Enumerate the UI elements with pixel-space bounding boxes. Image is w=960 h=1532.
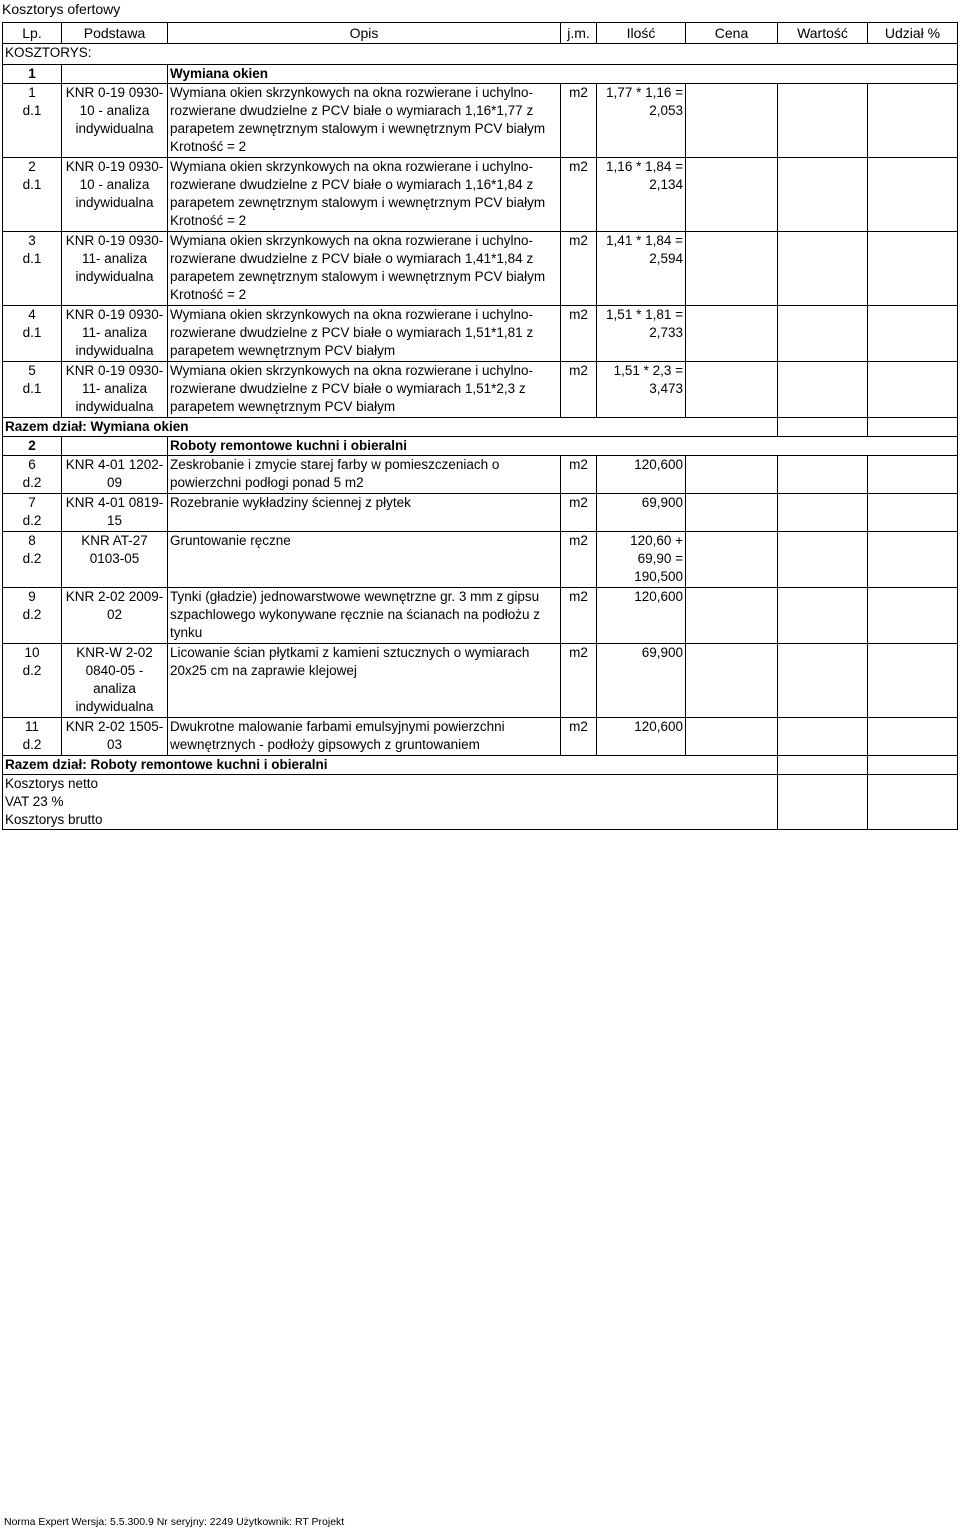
position-price (686, 494, 778, 532)
position-basis: KNR AT-27 0103-05 (62, 532, 168, 588)
position-quantity: 1,41 * 1,84 = 2,594 (597, 232, 686, 306)
position-basis: KNR 4-01 0819- 15 (62, 494, 168, 532)
position-lp: 3 d.1 (3, 232, 62, 306)
position-price (686, 644, 778, 718)
position-share (868, 232, 958, 306)
position-lp: 6 d.2 (3, 456, 62, 494)
position-share (868, 456, 958, 494)
section-spacer (62, 65, 168, 84)
position-value (778, 644, 868, 718)
position-quantity: 120,600 (597, 456, 686, 494)
position-unit: m2 (561, 456, 597, 494)
position-value (778, 362, 868, 418)
position-unit: m2 (561, 588, 597, 644)
position-lp: 8 d.2 (3, 532, 62, 588)
position-basis: KNR 0-19 0930- 10 - analiza indywidualna (62, 158, 168, 232)
position-quantity: 120,600 (597, 588, 686, 644)
position-share (868, 494, 958, 532)
section-row (3, 437, 958, 456)
position-value (778, 588, 868, 644)
position-share (868, 718, 958, 756)
position-value (778, 232, 868, 306)
position-unit: m2 (561, 306, 597, 362)
position-lp: 5 d.1 (3, 362, 62, 418)
position-basis: KNR 0-19 0930- 11- analiza indywidualna (62, 232, 168, 306)
position-share (868, 588, 958, 644)
header-lp: Lp. (3, 23, 62, 44)
position-price (686, 158, 778, 232)
position-description: Rozebranie wykładziny ściennej z płytek (168, 494, 561, 532)
position-quantity: 120,60 + 69,90 = 190,500 (597, 532, 686, 588)
header-opis: Opis (168, 23, 561, 44)
position-value (778, 718, 868, 756)
kosztorys-label: KOSZTORYS: (3, 44, 958, 65)
position-basis: KNR 0-19 0930- 10 - analiza indywidualna (62, 84, 168, 158)
position-quantity: 1,51 * 2,3 = 3,473 (597, 362, 686, 418)
section-spacer (62, 437, 168, 456)
position-price (686, 84, 778, 158)
position-description: Wymiana okien skrzynkowych na okna rozwierane i uchylno- rozwierane dwudzielne z PCV białe o wymiarach 1,51*2,3 z parapetem wewnętrznym PCV białym (168, 362, 561, 418)
position-unit: m2 (561, 494, 597, 532)
position-description: Tynki (gładzie) jednowarstwowe wewnętrzne gr. 3 mm z gipsu szpachlowego wykonywane ręcznie na ścianach na podłożu z tynku (168, 588, 561, 644)
position-unit: m2 (561, 362, 597, 418)
position-quantity: 1,51 * 1,81 = 2,733 (597, 306, 686, 362)
cost-estimate-table (2, 22, 958, 830)
position-basis: KNR-W 2-02 0840-05 - analiza indywidualna (62, 644, 168, 718)
section-total-share (868, 418, 958, 437)
position-value (778, 158, 868, 232)
position-share (868, 158, 958, 232)
position-quantity: 120,600 (597, 718, 686, 756)
position-value (778, 84, 868, 158)
position-basis: KNR 0-19 0930- 11- analiza indywidualna (62, 306, 168, 362)
position-price (686, 362, 778, 418)
footer-info: Norma Expert Wersja: 5.5.300.9 Nr seryjny: 2249 Użytkownik: RT Projekt (4, 1516, 345, 1528)
header-cena: Cena (686, 23, 778, 44)
section-total-label: Razem dział: Wymiana okien (3, 418, 778, 437)
position-row (3, 158, 958, 232)
header-jm: j.m. (561, 23, 597, 44)
position-share (868, 644, 958, 718)
section-title: Wymiana okien (168, 65, 958, 84)
position-price (686, 456, 778, 494)
summary-vat: VAT 23 % (5, 794, 64, 809)
position-basis: KNR 4-01 1202- 09 (62, 456, 168, 494)
section-total-value (778, 756, 868, 775)
position-description: Licowanie ścian płytkami z kamieni sztucznych o wymiarach 20x25 cm na zaprawie klejowej (168, 644, 561, 718)
position-row (3, 588, 958, 644)
position-description: Wymiana okien skrzynkowych na okna rozwierane i uchylno- rozwierane dwudzielne z PCV białe o wymiarach 1,16*1,84 z parapetem zewnętrznym stalowym i wewnętrznym PCV białym Krotność = 2 (168, 158, 561, 232)
position-lp: 2 d.1 (3, 158, 62, 232)
position-description: Wymiana okien skrzynkowych na okna rozwierane i uchylno- rozwierane dwudzielne z PCV białe o wymiarach 1,51*1,81 z parapetem wewnętrznym PCV białym (168, 306, 561, 362)
position-row (3, 718, 958, 756)
position-value (778, 306, 868, 362)
position-lp: 9 d.2 (3, 588, 62, 644)
summary-values (778, 775, 868, 830)
header-udzial: Udział % (868, 23, 958, 44)
section-number: 1 (3, 65, 62, 84)
section-total-row (3, 756, 958, 775)
section-total-share (868, 756, 958, 775)
summary-netto: Kosztorys netto (5, 776, 99, 791)
position-value (778, 456, 868, 494)
summary-labels (3, 775, 778, 830)
section-total-label: Razem dział: Roboty remontowe kuchni i obieralni (3, 756, 778, 775)
position-quantity: 1,16 * 1,84 = 2,134 (597, 158, 686, 232)
position-share (868, 362, 958, 418)
position-value (778, 532, 868, 588)
position-row (3, 84, 958, 158)
position-value (778, 494, 868, 532)
summary-brutto: Kosztorys brutto (5, 812, 103, 827)
section-total-value (778, 418, 868, 437)
header-wartosc: Wartość (778, 23, 868, 44)
position-lp: 4 d.1 (3, 306, 62, 362)
position-share (868, 532, 958, 588)
position-share (868, 306, 958, 362)
position-row (3, 306, 958, 362)
position-price (686, 718, 778, 756)
position-price (686, 232, 778, 306)
position-lp: 1 d.1 (3, 84, 62, 158)
position-basis: KNR 0-19 0930- 11- analiza indywidualna (62, 362, 168, 418)
header-podstawa: Podstawa (62, 23, 168, 44)
position-row (3, 644, 958, 718)
position-row (3, 232, 958, 306)
position-lp: 11 d.2 (3, 718, 62, 756)
position-price (686, 306, 778, 362)
position-description: Dwukrotne malowanie farbami emulsyjnymi powierzchni wewnętrznych - podłoży gipsowych z gruntowaniem (168, 718, 561, 756)
position-basis: KNR 2-02 2009- 02 (62, 588, 168, 644)
position-basis: KNR 2-02 1505- 03 (62, 718, 168, 756)
position-share (868, 84, 958, 158)
header-ilosc: Ilość (597, 23, 686, 44)
section-row (3, 65, 958, 84)
position-lp: 7 d.2 (3, 494, 62, 532)
header-row (3, 23, 958, 44)
position-unit: m2 (561, 644, 597, 718)
position-unit: m2 (561, 84, 597, 158)
position-description: Zeskrobanie i zmycie starej farby w pomieszczeniach o powierzchni podłogi ponad 5 m2 (168, 456, 561, 494)
position-quantity: 69,900 (597, 494, 686, 532)
position-row (3, 532, 958, 588)
position-description: Gruntowanie ręczne (168, 532, 561, 588)
summary-row (3, 775, 958, 830)
section-title: Roboty remontowe kuchni i obieralni (168, 437, 958, 456)
position-price (686, 588, 778, 644)
section-total-row (3, 418, 958, 437)
position-unit: m2 (561, 718, 597, 756)
position-description: Wymiana okien skrzynkowych na okna rozwierane i uchylno- rozwierane dwudzielne z PCV białe o wymiarach 1,41*1,84 z parapetem zewnętrznym stalowym i wewnętrznym PCV białym Krotność = 2 (168, 232, 561, 306)
position-unit: m2 (561, 158, 597, 232)
position-lp: 10 d.2 (3, 644, 62, 718)
position-row (3, 362, 958, 418)
position-row (3, 456, 958, 494)
section-number: 2 (3, 437, 62, 456)
position-row (3, 494, 958, 532)
position-unit: m2 (561, 532, 597, 588)
position-unit: m2 (561, 232, 597, 306)
position-description: Wymiana okien skrzynkowych na okna rozwierane i uchylno- rozwierane dwudzielne z PCV białe o wymiarach 1,16*1,77 z parapetem zewnętrznym stalowym i wewnętrznym PCV białym Krotność = 2 (168, 84, 561, 158)
position-quantity: 1,77 * 1,16 = 2,053 (597, 84, 686, 158)
position-price (686, 532, 778, 588)
document-title: Kosztorys ofertowy (2, 1, 121, 17)
position-quantity: 69,900 (597, 644, 686, 718)
summary-shares (868, 775, 958, 830)
kosztorys-label-row (3, 44, 958, 65)
